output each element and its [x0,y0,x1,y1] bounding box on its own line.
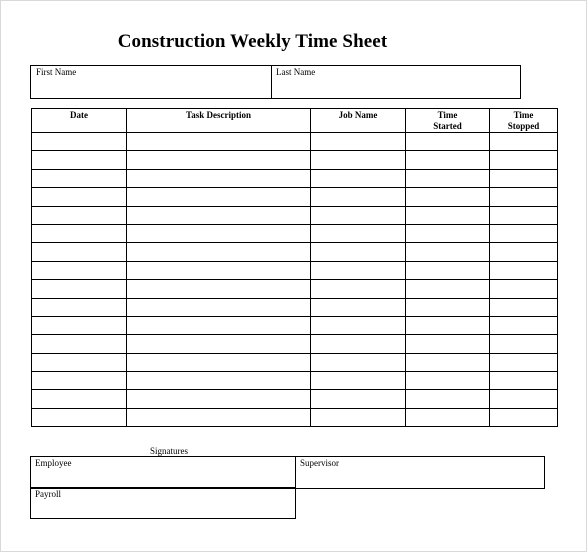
date-cell [32,390,127,408]
job-name-cell [311,390,406,408]
job-name-cell [311,280,406,298]
task-description-cell [127,390,311,408]
time-started-cell [406,353,490,371]
table-row [32,280,558,298]
table-row [32,224,558,242]
job-name-cell [311,261,406,279]
date-cell [32,261,127,279]
time-started-cell [406,151,490,169]
time-stopped-cell [490,169,558,187]
time-started-cell [406,169,490,187]
supervisor-label: Supervisor [300,458,339,468]
task-description-cell [127,169,311,187]
job-name-cell [311,169,406,187]
task-description-cell [127,151,311,169]
column-header-job-name: Job Name [311,109,406,133]
table-row [32,353,558,371]
table-row [32,316,558,334]
job-name-cell [311,372,406,390]
task-description-cell [127,133,311,151]
job-name-cell [311,206,406,224]
job-name-cell [311,243,406,261]
task-description-cell [127,224,311,242]
time-stopped-cell [490,133,558,151]
table-header-row [32,109,558,133]
time-stopped-cell [490,390,558,408]
job-name-cell [311,298,406,316]
supervisor-signature-box [295,456,545,489]
task-description-cell [127,353,311,371]
date-cell [32,169,127,187]
job-name-cell [311,316,406,334]
page-title: Construction Weekly Time Sheet [117,31,388,52]
table-row [32,188,558,206]
table-row [32,372,558,390]
time-started-cell [406,335,490,353]
time-started-cell [406,188,490,206]
job-name-cell [311,335,406,353]
time-started-cell [406,298,490,316]
time-stopped-cell [490,335,558,353]
signatures-heading: Signatures [150,446,188,456]
task-description-cell [127,261,311,279]
time-sheet-table [31,108,558,427]
time-started-cell [406,408,490,426]
task-description-cell [127,188,311,206]
date-cell [32,408,127,426]
time-started-cell [406,243,490,261]
time-started-cell [406,390,490,408]
employee-label: Employee [35,458,72,468]
task-description-cell [127,206,311,224]
date-cell [32,243,127,261]
table-row [32,390,558,408]
job-name-cell [311,133,406,151]
time-started-cell [406,224,490,242]
time-stopped-cell [490,188,558,206]
name-fields-box [30,65,521,99]
table-row [32,206,558,224]
table-row [32,169,558,187]
date-cell [32,224,127,242]
employee-signature-box [30,456,296,489]
time-stopped-cell [490,316,558,334]
column-header-time-started: Time Started [406,109,490,133]
date-cell [32,353,127,371]
column-header-time-stopped: Time Stopped [490,109,558,133]
name-divider [271,66,272,98]
time-stopped-cell [490,372,558,390]
time-stopped-cell [490,280,558,298]
time-stopped-cell [490,206,558,224]
table-row [32,133,558,151]
table-row [32,408,558,426]
job-name-cell [311,353,406,371]
table-row [32,261,558,279]
table-body [32,133,558,427]
time-stopped-cell [490,243,558,261]
table-row [32,335,558,353]
time-started-cell [406,372,490,390]
date-cell [32,372,127,390]
time-stopped-cell [490,151,558,169]
time-started-cell [406,316,490,334]
job-name-cell [311,224,406,242]
payroll-signature-box [30,487,296,519]
table-row [32,151,558,169]
job-name-cell [311,188,406,206]
date-cell [32,206,127,224]
date-cell [32,151,127,169]
task-description-cell [127,335,311,353]
task-description-cell [127,408,311,426]
time-started-cell [406,133,490,151]
table-row [32,243,558,261]
table-row [32,298,558,316]
time-stopped-cell [490,224,558,242]
date-cell [32,316,127,334]
date-cell [32,188,127,206]
date-cell [32,133,127,151]
time-started-cell [406,206,490,224]
task-description-cell [127,372,311,390]
time-stopped-cell [490,408,558,426]
first-name-label: First Name [36,67,77,77]
time-started-cell [406,280,490,298]
date-cell [32,280,127,298]
time-stopped-cell [490,353,558,371]
date-cell [32,298,127,316]
task-description-cell [127,243,311,261]
column-header-date: Date [32,109,127,133]
task-description-cell [127,298,311,316]
time-stopped-cell [490,261,558,279]
date-cell [32,335,127,353]
task-description-cell [127,316,311,334]
time-started-cell [406,261,490,279]
time-stopped-cell [490,298,558,316]
job-name-cell [311,408,406,426]
column-header-task-description: Task Description [127,109,311,133]
job-name-cell [311,151,406,169]
payroll-label: Payroll [35,489,61,499]
last-name-label: Last Name [276,67,316,77]
task-description-cell [127,280,311,298]
